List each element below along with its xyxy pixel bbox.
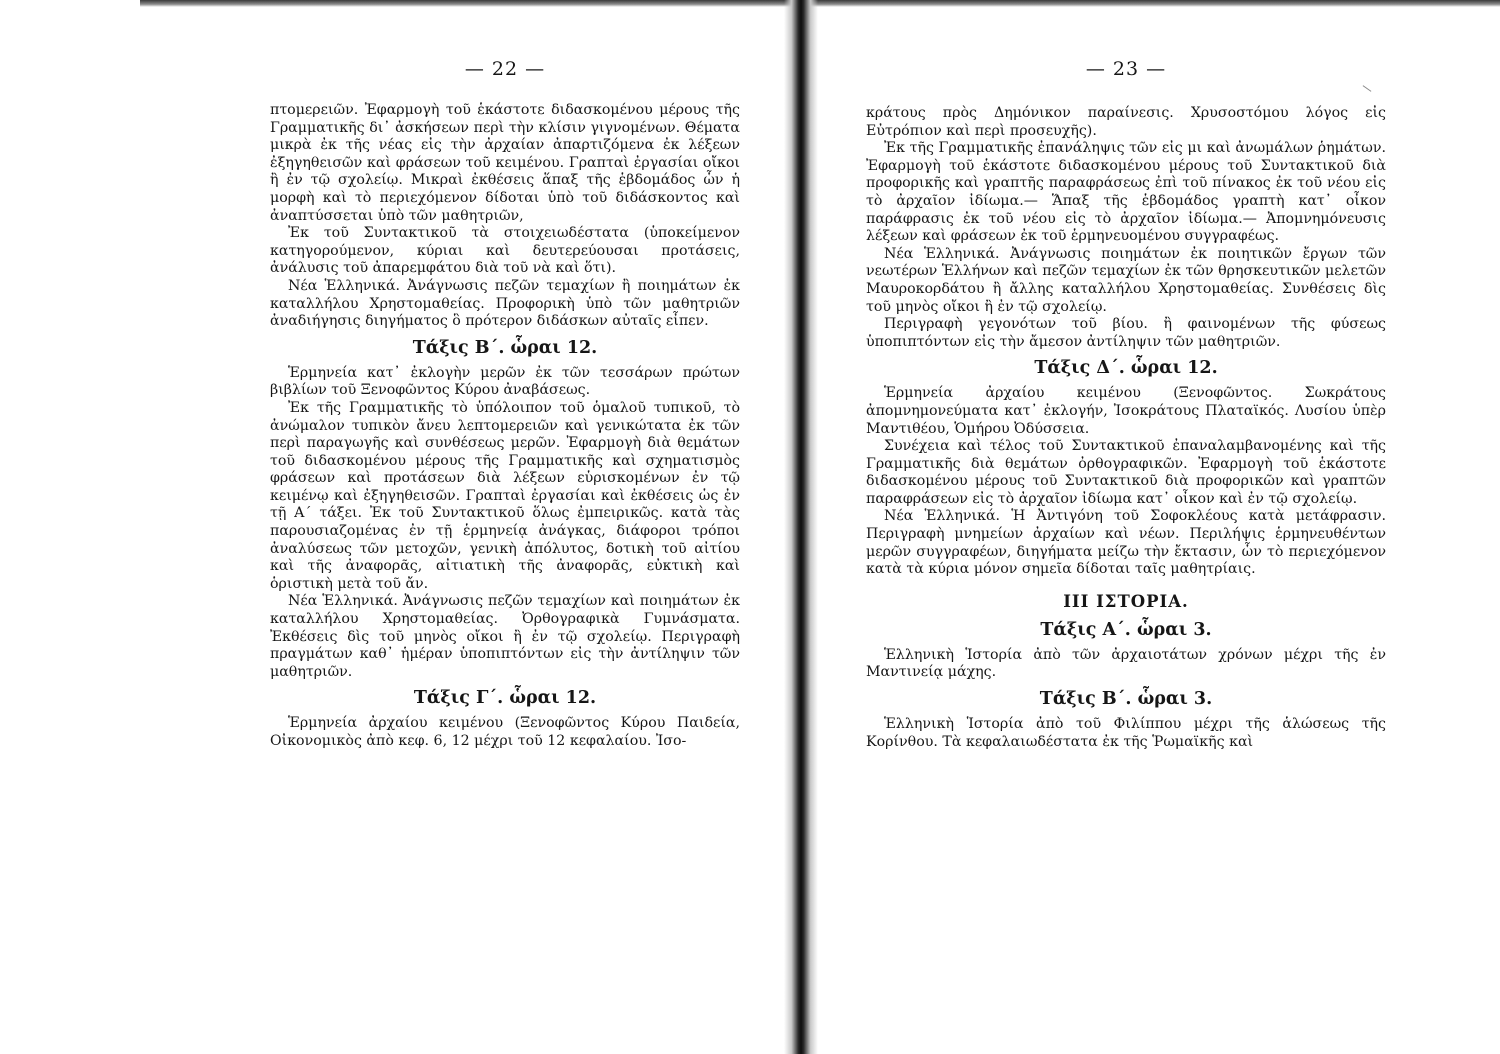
paragraph: Ἑλληνικὴ Ἱστορία ἀπὸ τῶν ἀρχαιοτάτων χρόνων μέχρι τῆς ἐν Μαντινείᾳ μάχης. bbox=[866, 646, 1386, 681]
paragraph: Ἑλληνικὴ Ἱστορία ἀπὸ τοῦ Φιλίππου μέχρι τῆς ἁλώσεως τῆς Κορίνθου. Τὰ κεφαλαιωδέστατα ἐκ τῆς Ῥωμαϊκῆς καὶ bbox=[866, 716, 1386, 750]
pencil-mark bbox=[1363, 85, 1372, 92]
right-page-number: — 23 — bbox=[1085, 58, 1167, 80]
paragraph: Ἐκ τῆς Γραμματικῆς τὸ ὑπόλοιπον τοῦ ὁμαλοῦ τυπικοῦ, τὸ ἀνώμαλον τυπικὸν ἄνευ λεπτομερειῶν καὶ γενικώτατα ἐκ τῶν περὶ παραγωγῆς καὶ συνθέσεως μερῶν. Ἐφαρμογὴ διὰ θεμάτων τοῦ διδασκομένου μέρους τῆς Γραμματικῆς καὶ σχηματισμὸς φράσεων καὶ προτάσεων διὰ λέξεων εὑρισκομένων ἐν τῷ κειμένῳ καὶ ἐξηγηθεισῶν. Γραπταὶ ἐργασίαι καὶ ἐκθέσεις ὡς ἐν τῇ Α΄ τάξει. Ἐκ τοῦ Συντακτικοῦ ὅλως ἐμπειρικῶς. κατὰ τὰς παρουσιαζομένας ἐν τῇ ἑρμηνείᾳ ἀνάγκας, διάφοροι τρόποι ἀναλύσεως τῶν μετοχῶν, γενικὴ ἀπόλυτος, δοτικὴ τοῦ αἰτίου καὶ τῆς ἀναφορᾶς, αἰτιατικὴ τῆς ἀναφορᾶς, εὐκτικὴ καὶ ὁριστικὴ μετὰ τοῦ ἄν. bbox=[270, 399, 740, 592]
section-heading-class-b: Τάξις Β΄. ὧραι 12. bbox=[412, 337, 598, 358]
paragraph: Νέα Ἑλληνικά. Ἀνάγνωσις πεζῶν τεμαχίων καὶ ποιημάτων ἐκ καταλλήλου Χρηστομαθείας. Ὀρθογραφικὰ Γυμνάσματα. Ἐκθέσεις δὶς τοῦ μηνὸς οἴκοι ἢ ἐν τῷ σχολείῳ. Περιγραφὴ πραγμάτων καθ᾽ ἡμέραν ὑποπιπτόντων εἰς τὴν ἀντίληψιν τῶν μαθητριῶν. bbox=[270, 593, 740, 680]
left-page-text bbox=[270, 102, 740, 751]
paragraph: Ἑρμηνεία ἀρχαίου κειμένου (Ξενοφῶντος. Σωκράτους ἀπομνημονεύματα κατ᾽ ἐκλογήν, Ἰσοκράτους Πλαταϊκός. Λυσίου ὑπὲρ Μαντιθέου, Ὁμήρου Ὀδύσσεια. bbox=[866, 385, 1386, 437]
right-page-text bbox=[866, 105, 1386, 751]
left-page bbox=[270, 0, 740, 1054]
paragraph: Ἐκ τοῦ Συντακτικοῦ τὰ στοιχειωδέστατα (ὑποκείμενον κατηγορούμενον, κύριαι καὶ δευτερεύουσαι προτάσεις, ἀνάλυσις τοῦ ἀπαρεμφάτου διὰ τοῦ νὰ καὶ ὅτι). bbox=[270, 225, 740, 277]
section-heading-history: ΙΙΙ ΙΣΤΟΡΙΑ. bbox=[1063, 591, 1189, 611]
paragraph: Νέα Ἑλληνικά. Ἀνάγνωσις ποιημάτων ἐκ ποιητικῶν ἔργων τῶν νεωτέρων Ἑλλήνων καὶ πεζῶν τεμαχίων ἐκ τῶν θρησκευτικῶν μελετῶν Μαυροκορδάτου ἢ ἄλλης καταλλήλου Χρηστομαθείας. Συνθέσεις δὶς τοῦ μηνὸς οἴκοι ἢ ἐν τῷ σχολείῳ. bbox=[866, 245, 1386, 315]
paragraph: Ἑρμηνεία κατ᾽ ἐκλογὴν μερῶν ἐκ τῶν τεσσάρων πρώτων βιβλίων τοῦ Ξενοφῶντος Κύρου ἀναβάσεως. bbox=[270, 364, 740, 399]
paragraph: Ἑρμηνεία ἀρχαίου κειμένου (Ξενοφῶντος Κύρου Παιδεία, Οἰκονομικὸς ἀπὸ κεφ. 6, 12 μέχρι τοῦ 12 κεφαλαίου. Ἰσο- bbox=[270, 715, 740, 749]
paragraph: Νέα Ἑλληνικά. Ἀνάγνωσις πεζῶν τεμαχίων ἢ ποιημάτων ἐκ καταλλήλου Χρηστομαθείας. Προφορικὴ ὑπὸ τῶν μαθητριῶν ἀναδιήγησις διηγήματος ὃ πρότερον διδάσκων αὐταῖς εἶπεν. bbox=[270, 277, 740, 330]
right-page bbox=[866, 0, 1386, 1054]
book-gutter bbox=[784, 0, 818, 1054]
paragraph: Ἐκ τῆς Γραμματικῆς ἐπανάληψις τῶν εἰς μι καὶ ἀνωμάλων ῥημάτων. Ἐφαρμογὴ τοῦ ἑκάστοτε διδασκομένου μέρους τοῦ Συντακτικοῦ διὰ προφορικῆς καὶ γραπτῆς παραφράσεως ἐπὶ τοῦ πίνακος ἐκ τοῦ νέου εἰς τὸ ἀρχαῖον ἰδίωμα.— Ἅπαξ τῆς ἑβδομάδος γραπτὴ κατ᾽ οἶκον παράφρασις ἐκ τοῦ νέου εἰς τὸ ἀρχαῖον ἰδίωμα.— Ἀπομνημόνευσις λέξεων καὶ φράσεων ἐκ τοῦ ἑρμηνευομένου συγγραφέως. bbox=[866, 140, 1386, 245]
paragraph: Περιγραφὴ γεγονότων τοῦ βίου. ἢ φαινομένων τῆς φύσεως ὑποπιπτόντων εἰς τὴν ἄμεσον ἀντίληψιν τῶν μαθητριῶν. bbox=[866, 316, 1386, 350]
paragraph: πτομερειῶν. Ἐφαρμογὴ τοῦ ἑκάστοτε διδασκομένου μέρους τῆς Γραμματικῆς δι᾽ ἀσκήσεων περὶ τὴν κλίσιν γιγνομένων. Θέματα μικρὰ ἐκ τῆς νέας εἰς τὴν ἀρχαίαν ἀπαρτιζόμενα ἐκ λέξεων ἐξηγηθεισῶν καὶ φράσεων τοῦ κειμένου. Γραπταὶ ἐργασίαι οἴκοι ἢ ἐν τῷ σχολείῳ. Μικραὶ ἐκθέσεις ἅπαξ τῆς ἑβδομάδος ὧν ἡ μορφὴ καὶ τὸ περιεχόμενον δίδοται ὑπὸ τοῦ διδάσκοντος καὶ ἀναπτύσσεται ὑπὸ τῶν μαθητριῶν, bbox=[270, 102, 740, 224]
section-heading-class-c: Τάξις Γ΄. ὧραι 12. bbox=[413, 688, 597, 709]
section-heading-history-class-a: Τάξις Α΄. ὧραι 3. bbox=[1040, 619, 1212, 640]
paragraph: κράτους πρὸς Δημόνικον παραίνεσις. Χρυσοστόμου λόγος εἰς Εὐτρόπιον καὶ περὶ προσευχῆς). bbox=[866, 105, 1386, 139]
paragraph: Νέα Ἑλληνικά. Ἡ Ἀντιγόνη τοῦ Σοφοκλέους κατὰ μετάφρασιν. Περιγραφὴ μνημείων ἀρχαίων καὶ νέων. Περιλήψις ἑρμηνευθέντων μερῶν συγγραφέων, διηγήματα μείζω τὴν ἔκτασιν, ὧν τὸ περιεχόμενον κατὰ τὰ κύρια μόνον σημεῖα δίδοται ταῖς μαθητρίαις. bbox=[866, 508, 1386, 578]
paragraph: Συνέχεια καὶ τέλος τοῦ Συντακτικοῦ ἐπαναλαμβανομένης καὶ τῆς Γραμματικῆς διὰ θεμάτων ὀρθογραφικῶν. Ἐφαρμογὴ τοῦ ἑκάστοτε διδασκομένου μέρους τοῦ Συντακτικοῦ διὰ προφορικῶν καὶ γραπτῶν παραφράσεων εἰς τὸ ἀρχαῖον ἰδίωμα κατ᾽ οἶκον καὶ ἐν τῷ σχολείῳ. bbox=[866, 438, 1386, 507]
section-heading-history-class-b: Τάξις Β΄. ὧραι 3. bbox=[1039, 689, 1213, 710]
section-heading-class-d: Τάξις Δ΄. ὧραι 12. bbox=[1034, 358, 1218, 379]
left-page-number: — 22 — bbox=[464, 58, 546, 80]
